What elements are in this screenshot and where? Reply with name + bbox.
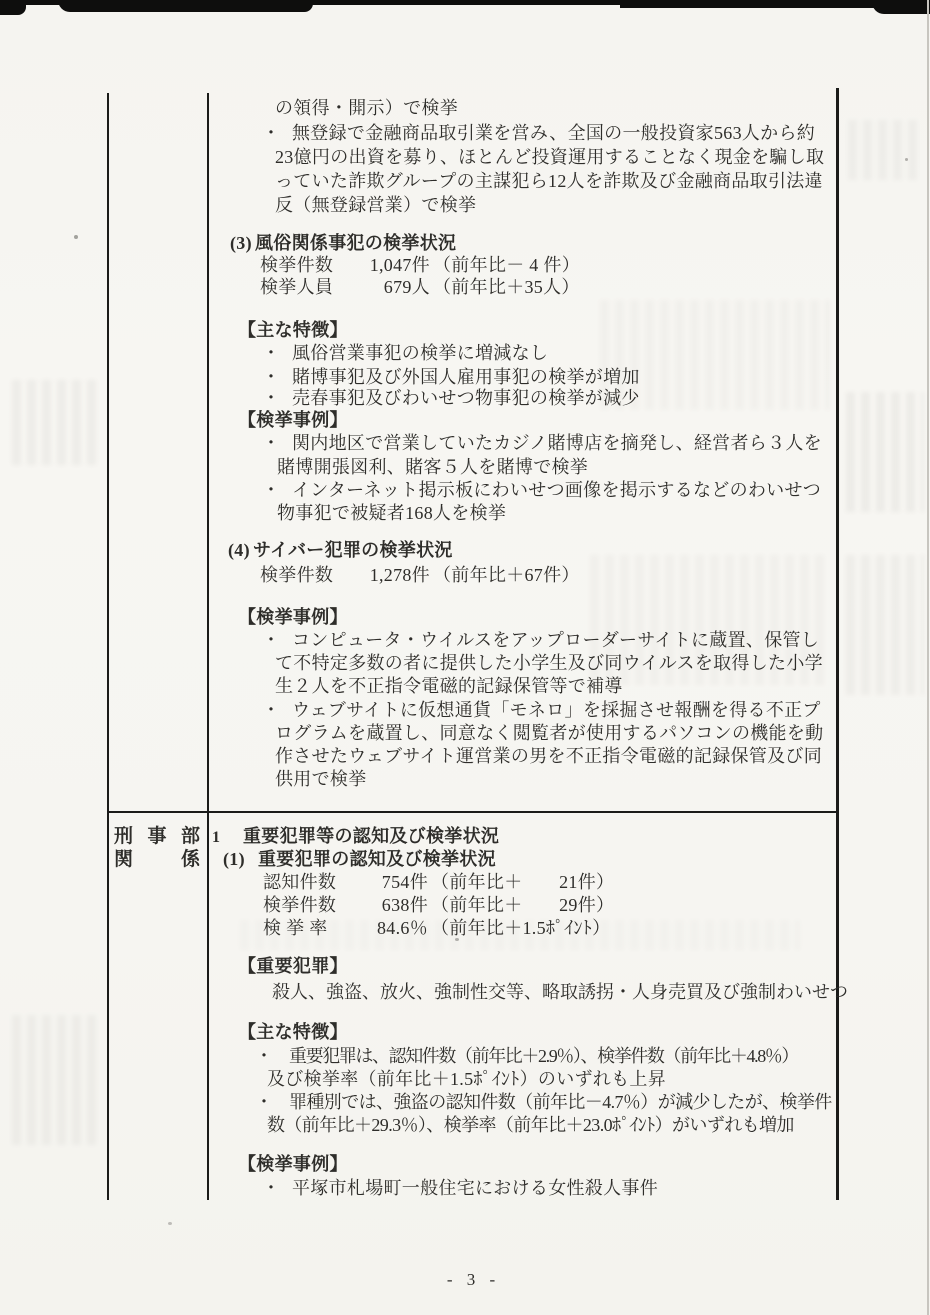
bleed-through-smudge bbox=[848, 120, 920, 180]
dept-label-char: 事 bbox=[147, 826, 167, 847]
section1-feature-wrap-line: 数（前年比＋29.3％）、検挙率（前年比＋23.0ﾎﾟｲﾝﾄ）がいずれも増加 bbox=[267, 1115, 794, 1135]
section1-stat-rate bbox=[263, 916, 610, 940]
stat-note: （前年比＋ 21件） bbox=[431, 872, 615, 892]
dept-label-line1 bbox=[114, 825, 200, 849]
table-row-divider bbox=[107, 811, 839, 813]
section4-case-wrap-line: 供用で検挙 bbox=[275, 769, 367, 789]
stat-note: （前年比－ 4 件） bbox=[433, 255, 580, 275]
section4-cases-header: 【検挙事例】 bbox=[238, 607, 348, 627]
intro-wrap-line: っていた詐欺グループの主謀犯ら12人を詐欺及び金融商品取引法違 bbox=[275, 171, 823, 191]
section3-case-line bbox=[262, 431, 822, 455]
bleed-through-smudge bbox=[846, 555, 924, 695]
section4-case-line bbox=[262, 628, 819, 652]
intro-text: 無登録で金融商品取引業を営み、全国の一般投資家563人から約 bbox=[292, 123, 816, 143]
subsection1-title: 重要犯罪の認知及び検挙状況 bbox=[258, 849, 496, 869]
intro-bullet-line bbox=[262, 121, 815, 145]
bullet-dot: ・ bbox=[262, 123, 281, 143]
section3-number: (3) bbox=[230, 233, 252, 253]
section1-case-line bbox=[262, 1176, 658, 1200]
feature-text: 売春事犯及びわいせつ物事犯の検挙が減少 bbox=[292, 388, 640, 408]
section4-number: (4) bbox=[228, 540, 250, 560]
section1-features-header: 【主な特徴】 bbox=[238, 1022, 348, 1042]
section1-cases-header: 【検挙事例】 bbox=[238, 1154, 348, 1174]
section3-stat-cases bbox=[260, 253, 580, 277]
stat-label: 検挙件数 bbox=[260, 255, 334, 275]
bleed-through-smudge bbox=[12, 1015, 100, 1145]
section4-case-wrap-line: 作させたウェブサイト運営業の男を不正指令電磁的記録保管及び同 bbox=[275, 746, 823, 766]
stat-note: （前年比＋ 29件） bbox=[431, 895, 615, 915]
page-number: - 3 - bbox=[446, 1270, 501, 1289]
section3-case-wrap-line: 賭博開張図利、賭客５人を賭博で検挙 bbox=[277, 457, 589, 477]
dept-label-line2 bbox=[114, 848, 200, 872]
dept-label-char: 関 bbox=[114, 849, 134, 870]
bullet-dot: ・ bbox=[262, 388, 281, 408]
bullet-dot: ・ bbox=[262, 700, 281, 720]
section3-title: 風俗関係事犯の検挙状況 bbox=[255, 233, 457, 253]
case-text: 関内地区で営業していたカジノ賭博店を摘発し、経営者ら３人を bbox=[292, 433, 822, 453]
bullet-dot: ・ bbox=[262, 367, 281, 387]
section3-cases-header: 【検挙事例】 bbox=[238, 410, 348, 430]
stat-label: 検挙件数 bbox=[263, 895, 337, 915]
table-column-divider bbox=[207, 93, 209, 1200]
bleed-through-smudge bbox=[846, 392, 924, 512]
case-text: コンピュータ・ウイルスをアップローダーサイトに蔵置、保管し bbox=[292, 630, 820, 650]
section3-feature-item bbox=[262, 341, 548, 365]
stat-label: 認知件数 bbox=[263, 872, 337, 892]
intro-wrap-line: 23億円の出資を募り、ほとんど投資運用することなく現金を騙し取 bbox=[275, 147, 825, 167]
section1-crimes-header: 【重要犯罪】 bbox=[238, 956, 348, 976]
section3-features-header: 【主な特徴】 bbox=[238, 320, 348, 340]
subsection1-number: (1) bbox=[223, 849, 245, 869]
section1-stat-known bbox=[263, 870, 614, 894]
section3-case-line bbox=[262, 478, 821, 502]
section1-number: 1 bbox=[212, 829, 221, 846]
stat-value: 1,278件 bbox=[369, 565, 430, 585]
section4-case-line bbox=[262, 698, 821, 722]
stat-value: 1,047件 bbox=[369, 255, 430, 275]
bullet-dot: ・ bbox=[255, 1046, 272, 1066]
scan-speck bbox=[905, 158, 908, 161]
table-right-border bbox=[836, 88, 839, 1200]
feature-text: 重要犯罪は、認知件数（前年比＋2.9％）、検挙件数（前年比＋4.8％） bbox=[289, 1046, 798, 1066]
section3-case-wrap-line: 物事犯で被疑者168人を検挙 bbox=[277, 503, 507, 523]
bullet-dot: ・ bbox=[262, 1178, 281, 1198]
feature-text: 風俗営業事犯の検挙に増減なし bbox=[292, 343, 549, 363]
bullet-dot: ・ bbox=[255, 1092, 273, 1112]
stat-note: （前年比＋1.5ﾎﾟｲﾝﾄ） bbox=[431, 918, 611, 938]
section3-heading bbox=[230, 231, 456, 255]
scan-speck bbox=[168, 1222, 172, 1225]
scan-speck bbox=[74, 235, 78, 239]
stat-value: 84.6％ bbox=[377, 918, 428, 938]
case-text: ウェブサイトに仮想通貨「モネロ」を採掘させ報酬を得る不正プ bbox=[292, 700, 821, 720]
table-left-border bbox=[107, 93, 109, 1200]
section4-heading bbox=[228, 538, 453, 562]
case-text: 平塚市札場町一般住宅における女性殺人事件 bbox=[292, 1178, 658, 1198]
section3-feature-item bbox=[262, 386, 640, 410]
scan-page-right-edge bbox=[927, 0, 929, 1315]
stat-value: 754件 bbox=[381, 872, 428, 892]
section4-case-wrap-line: ログラムを蔵置し、同意なく閲覧者が使用するパソコンの機能を動 bbox=[275, 723, 824, 743]
dept-label-char: 刑 bbox=[114, 826, 134, 847]
scan-artifact-top-left-blob bbox=[58, 0, 313, 12]
scan-artifact-top-left-corner bbox=[0, 0, 26, 15]
intro-wrap-line: 反（無登録営業）で検挙 bbox=[275, 195, 477, 215]
stat-note: （前年比＋67件） bbox=[433, 565, 580, 585]
section1-feature-line bbox=[255, 1044, 798, 1068]
intro-wrap-line: の領得・開示）で検挙 bbox=[275, 98, 458, 118]
dept-label-char: 係 bbox=[180, 849, 200, 870]
bullet-dot: ・ bbox=[262, 630, 281, 650]
bullet-dot: ・ bbox=[262, 433, 281, 453]
section1-heading bbox=[212, 824, 499, 848]
section1-feature-line bbox=[255, 1090, 832, 1114]
stat-label: 検挙人員 bbox=[260, 277, 334, 297]
section4-case-wrap-line: て不特定多数の者に提供した小学生及び同ウイルスを取得した小学 bbox=[275, 653, 823, 673]
section4-case-wrap-line: 生２人を不正指令電磁的記録保管等で補導 bbox=[275, 676, 623, 696]
stat-value: 679人 bbox=[383, 277, 430, 297]
section4-title: サイバー犯罪の検挙状況 bbox=[253, 540, 453, 560]
dept-label-char: 部 bbox=[180, 826, 200, 847]
section4-stat-cases bbox=[260, 563, 580, 587]
scan-artifact-top-right-corner bbox=[872, 0, 930, 14]
section3-stat-persons bbox=[260, 275, 580, 299]
feature-text: 罪種別では、強盗の認知件数（前年比－4.7％）が減少したが、検挙件 bbox=[289, 1092, 832, 1112]
stat-note: （前年比＋35人） bbox=[433, 277, 580, 297]
stat-label: 検 挙 率 bbox=[263, 918, 328, 938]
subsection1-heading bbox=[223, 847, 496, 871]
case-text: インターネット掲示板にわいせつ画像を掲示するなどのわいせつ bbox=[292, 480, 822, 500]
feature-text: 賭博事犯及び外国人雇用事犯の検挙が増加 bbox=[292, 367, 640, 387]
section1-crimes-list: 殺人、強盗、放火、強制性交等、略取誘拐・人身売買及び強制わいせつ bbox=[272, 982, 848, 1002]
bullet-dot: ・ bbox=[262, 480, 281, 500]
section1-stat-cleared bbox=[263, 893, 614, 917]
stat-value: 638件 bbox=[381, 895, 428, 915]
stat-label: 検挙件数 bbox=[260, 565, 334, 585]
bullet-dot: ・ bbox=[262, 343, 281, 363]
section1-feature-wrap-line: 及び検挙率（前年比＋1.5ﾎﾟｲﾝﾄ）のいずれも上昇 bbox=[267, 1069, 666, 1089]
section1-title: 重要犯罪等の認知及び検挙状況 bbox=[243, 826, 500, 846]
bleed-through-smudge bbox=[12, 380, 100, 465]
